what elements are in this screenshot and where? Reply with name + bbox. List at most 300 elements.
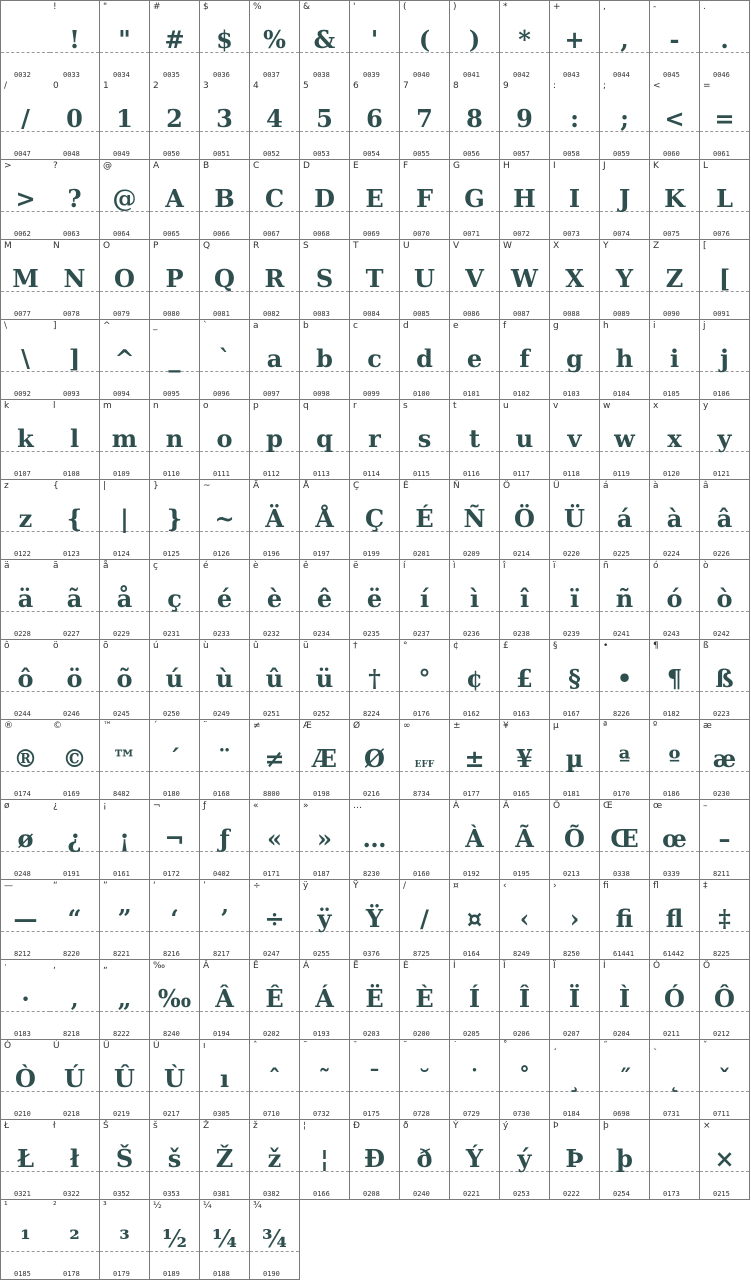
- glyph-label: Ÿ: [353, 881, 359, 891]
- glyph-code: 0191: [63, 870, 80, 878]
- glyph-label: Œ: [603, 801, 613, 811]
- glyph-code: 8725: [413, 950, 430, 958]
- glyph-label: E: [353, 161, 359, 171]
- glyph-cell: [700, 880, 750, 960]
- glyph-sample: ~: [214, 504, 235, 533]
- glyph-sample: +: [564, 25, 585, 54]
- glyph-cell: [200, 160, 250, 240]
- glyph-cell: [50, 560, 100, 640]
- glyph-cell: [500, 480, 550, 560]
- glyph-sample: î: [519, 584, 530, 613]
- glyph-code: 8217: [213, 950, 230, 958]
- glyph-sample: C: [264, 184, 285, 213]
- glyph-label: «: [253, 801, 259, 811]
- glyph-code: 0206: [513, 1030, 530, 1038]
- glyph-sample: R: [264, 264, 285, 293]
- glyph-code: 0122: [14, 550, 31, 558]
- glyph-code: 0097: [263, 390, 280, 398]
- glyph-sample: X: [565, 264, 584, 293]
- glyph-label: ú: [153, 641, 159, 651]
- glyph-sample: º: [668, 744, 681, 773]
- glyph-code: 0103: [563, 390, 580, 398]
- glyph-label: !: [53, 2, 57, 12]
- glyph-label: ¨: [203, 721, 208, 731]
- glyph-label: ¾: [253, 1201, 262, 1211]
- glyph-cell: [300, 480, 350, 560]
- glyph-code: 0073: [563, 230, 580, 238]
- glyph-code: 0036: [213, 71, 230, 79]
- glyph-sample: ¦: [320, 1144, 329, 1173]
- glyph-cell: [100, 240, 150, 320]
- glyph-cell: [150, 1200, 200, 1280]
- glyph-label: Ü: [553, 481, 560, 491]
- glyph-code: 0061: [713, 150, 730, 158]
- glyph-code: 0047: [14, 150, 31, 158]
- glyph-cell: [650, 240, 700, 320]
- glyph-label: L: [703, 161, 709, 171]
- glyph-label: 6: [353, 81, 359, 91]
- glyph-label: ã: [53, 561, 59, 571]
- glyph-cell: [450, 320, 500, 400]
- glyph-cell: [350, 880, 400, 960]
- glyph-code: 0730: [513, 1110, 530, 1118]
- glyph-cell: [700, 400, 750, 480]
- glyph-cell: [150, 480, 200, 560]
- glyph-code: 0205: [463, 1030, 480, 1038]
- glyph-sample: »: [317, 824, 332, 853]
- glyph-sample: í: [419, 584, 430, 613]
- glyph-cell: [0, 400, 51, 480]
- glyph-cell: [50, 880, 100, 960]
- glyph-code: 8249: [513, 950, 530, 958]
- glyph-code: 0053: [313, 150, 330, 158]
- glyph-label: ~: [203, 481, 211, 491]
- glyph-sample: n: [165, 424, 184, 453]
- glyph-label: }: [153, 481, 159, 491]
- glyph-code: 0104: [613, 390, 630, 398]
- glyph-sample: ²: [69, 1224, 80, 1253]
- glyph-code: 0052: [263, 150, 280, 158]
- glyph-label: Û: [103, 1041, 110, 1051]
- glyph-label: m: [103, 401, 112, 411]
- glyph-code: 0339: [663, 870, 680, 878]
- glyph-code: 0193: [313, 1030, 330, 1038]
- glyph-code: 0044: [613, 71, 630, 79]
- glyph-code: 0228: [14, 630, 31, 638]
- glyph-sample: ©: [62, 744, 87, 773]
- glyph-label: \: [4, 321, 8, 331]
- glyph-code: 0049: [113, 150, 130, 158]
- glyph-cell: [150, 1120, 200, 1200]
- glyph-label: y: [703, 401, 709, 411]
- glyph-cell: [300, 400, 350, 480]
- glyph-code: 0101: [463, 390, 480, 398]
- glyph-cell: [300, 0, 350, 81]
- glyph-cell: [500, 400, 550, 480]
- glyph-label: Ð: [353, 1121, 360, 1131]
- glyph-cell: [400, 960, 450, 1040]
- glyph-cell: [200, 1200, 250, 1280]
- glyph-code: 0728: [413, 1110, 430, 1118]
- glyph-cell: [700, 800, 750, 880]
- glyph-label: s: [403, 401, 408, 411]
- glyph-label: ∕: [403, 881, 407, 891]
- glyph-sample: :: [570, 104, 579, 133]
- glyph-label: >: [4, 161, 12, 171]
- glyph-label: ˙: [453, 1041, 458, 1051]
- glyph-sample: 4: [266, 104, 283, 133]
- glyph-sample: ê: [316, 584, 333, 613]
- glyph-label: ¹: [4, 1201, 8, 1211]
- glyph-label: ƒ: [203, 801, 207, 811]
- glyph-code: 0215: [713, 1190, 730, 1198]
- glyph-sample: ë: [366, 584, 383, 613]
- glyph-label: Ò: [4, 1041, 12, 1051]
- glyph-label: _: [153, 321, 158, 331]
- glyph-cell: [150, 800, 200, 880]
- glyph-sample: a: [266, 344, 283, 373]
- glyph-code: 0203: [363, 1030, 380, 1038]
- glyph-code: 0163: [513, 710, 530, 718]
- glyph-code: 0056: [463, 150, 480, 158]
- glyph-sample: Y: [615, 264, 634, 293]
- glyph-sample: s: [417, 424, 432, 453]
- glyph-sample: |: [120, 504, 129, 533]
- glyph-code: 0178: [63, 1270, 80, 1278]
- glyph-code: 8226: [613, 710, 630, 718]
- glyph-code: 8222: [113, 1030, 130, 1038]
- glyph-cell: [450, 1040, 500, 1120]
- glyph-cell: [150, 80, 200, 160]
- glyph-code: 0161: [113, 870, 130, 878]
- glyph-cell: [450, 960, 500, 1040]
- glyph-sample: F: [415, 184, 434, 213]
- glyph-cell: [0, 80, 51, 160]
- glyph-label: ^: [103, 321, 111, 331]
- glyph-sample: G: [464, 184, 485, 213]
- glyph-code: 0116: [463, 470, 480, 478]
- glyph-sample: ’: [220, 904, 229, 933]
- glyph-sample: Ó: [664, 984, 685, 1013]
- glyph-label: Ë: [353, 961, 359, 971]
- glyph-sample: â: [716, 504, 733, 533]
- glyph-code: 0208: [363, 1190, 380, 1198]
- glyph-code: 0202: [263, 1030, 280, 1038]
- glyph-code: 0099: [363, 390, 380, 398]
- glyph-cell: [400, 0, 450, 81]
- glyph-cell: [500, 0, 550, 81]
- glyph-cell: [500, 960, 550, 1040]
- glyph-code: 0204: [613, 1030, 630, 1038]
- glyph-code: 0035: [163, 71, 180, 79]
- glyph-code: 0216: [363, 790, 380, 798]
- glyph-cell: [500, 1120, 550, 1200]
- glyph-code: 0305: [213, 1110, 230, 1118]
- glyph-sample: ¯: [368, 1064, 381, 1093]
- glyph-code: 0045: [663, 71, 680, 79]
- glyph-cell: [0, 640, 51, 720]
- glyph-cell: [200, 400, 250, 480]
- glyph-cell: [350, 320, 400, 400]
- glyph-label: “: [53, 881, 58, 891]
- glyph-sample: Â: [215, 984, 234, 1013]
- glyph-code: 0246: [63, 710, 80, 718]
- glyph-code: 0048: [63, 150, 80, 158]
- glyph-code: 0070: [413, 230, 430, 238]
- glyph-cell: [400, 80, 450, 160]
- glyph-cell: [350, 800, 400, 880]
- glyph-cell: [650, 1040, 700, 1120]
- glyph-code: 0237: [413, 630, 430, 638]
- glyph-code: 0126: [213, 550, 230, 558]
- glyph-sample: É: [415, 504, 434, 533]
- glyph-sample: Ý: [465, 1144, 484, 1173]
- glyph-cell: [250, 80, 300, 160]
- glyph-cell: [400, 640, 450, 720]
- glyph-sample: ¶: [666, 664, 683, 693]
- glyph-sample: ˆ: [268, 1064, 281, 1093]
- glyph-code: 0207: [563, 1030, 580, 1038]
- glyph-code: 0093: [63, 390, 80, 398]
- glyph-label: É: [403, 481, 409, 491]
- glyph-code: 0231: [163, 630, 180, 638]
- glyph-cell: [100, 720, 150, 800]
- glyph-label: X: [553, 241, 560, 251]
- glyph-label: z: [4, 481, 9, 491]
- glyph-code: 0090: [663, 310, 680, 318]
- glyph-cell: [0, 240, 51, 320]
- glyph-label: ¤: [453, 881, 459, 891]
- glyph-code: 0091: [713, 310, 730, 318]
- glyph-code: 0076: [713, 230, 730, 238]
- glyph-code: 8224: [363, 710, 380, 718]
- glyph-cell: [150, 320, 200, 400]
- glyph-cell: [400, 160, 450, 240]
- glyph-label: ê: [303, 561, 309, 571]
- glyph-label: Î: [503, 961, 506, 971]
- glyph-label: `: [203, 321, 208, 331]
- glyph-code: 0198: [313, 790, 330, 798]
- glyph-cell: [250, 720, 300, 800]
- glyph-code: 0253: [513, 1190, 530, 1198]
- glyph-cell: [550, 480, 600, 560]
- glyph-sample: Ã: [515, 824, 534, 853]
- glyph-sample: }: [166, 504, 183, 533]
- glyph-cell: [50, 1040, 100, 1120]
- glyph-code: 8240: [163, 1030, 180, 1038]
- glyph-label: Å: [303, 481, 310, 491]
- glyph-sample: ‹: [519, 904, 530, 933]
- glyph-code: 0181: [563, 790, 580, 798]
- glyph-label: ): [453, 2, 457, 12]
- glyph-label: ¡: [103, 801, 107, 811]
- glyph-code: 8800: [263, 790, 280, 798]
- glyph-label: í: [403, 561, 406, 571]
- glyph-sample: t: [468, 424, 481, 453]
- glyph-label: D: [303, 161, 310, 171]
- glyph-sample: #: [164, 25, 185, 54]
- glyph-sample: ã: [66, 584, 83, 613]
- glyph-label: 0: [53, 81, 59, 91]
- glyph-cell: [350, 0, 400, 81]
- glyph-sample: w: [614, 424, 635, 453]
- glyph-code: 0247: [263, 950, 280, 958]
- glyph-label: ˆ: [253, 1041, 258, 1051]
- glyph-sample: ¹: [20, 1224, 31, 1253]
- glyph-cell: [400, 400, 450, 480]
- glyph-cell: [350, 240, 400, 320]
- glyph-cell: [500, 560, 550, 640]
- glyph-label: ı: [203, 1041, 206, 1051]
- glyph-sample: -: [669, 25, 680, 54]
- glyph-code: 0107: [14, 470, 31, 478]
- glyph-sample: þ: [616, 1144, 633, 1173]
- glyph-label: Á: [303, 961, 310, 971]
- glyph-sample: ﬁ: [615, 904, 634, 933]
- glyph-label: ï: [553, 561, 556, 571]
- glyph-label: Š: [103, 1121, 109, 1131]
- glyph-code: 0234: [313, 630, 330, 638]
- glyph-label: †: [353, 641, 358, 651]
- glyph-cell: [50, 800, 100, 880]
- glyph-cell: [450, 720, 500, 800]
- glyph-cell: [700, 160, 750, 240]
- glyph-sample: ß: [715, 664, 734, 693]
- glyph-sample: l: [69, 424, 80, 453]
- glyph-code: 0170: [613, 790, 630, 798]
- glyph-sample: õ: [116, 664, 133, 693]
- glyph-label: 4: [253, 81, 259, 91]
- glyph-sample: ´: [168, 744, 181, 773]
- glyph-cell: [650, 640, 700, 720]
- glyph-code: 0109: [113, 470, 130, 478]
- glyph-sample: ™: [112, 744, 137, 773]
- glyph-code: 0177: [463, 790, 480, 798]
- glyph-sample: f: [519, 344, 530, 373]
- glyph-code: 0174: [14, 790, 31, 798]
- glyph-sample: ;: [620, 104, 629, 133]
- glyph-cell: [0, 560, 51, 640]
- glyph-cell: [300, 160, 350, 240]
- glyph-code: 0055: [413, 150, 430, 158]
- glyph-code: 0250: [163, 710, 180, 718]
- glyph-cell: [500, 720, 550, 800]
- glyph-sample: H: [513, 184, 536, 213]
- glyph-label: ÿ: [303, 881, 309, 891]
- glyph-label: :: [553, 81, 557, 91]
- glyph-cell: [300, 720, 350, 800]
- glyph-label: ž: [253, 1121, 258, 1131]
- glyph-label: ‚: [53, 961, 56, 971]
- glyph-code: 0075: [663, 230, 680, 238]
- glyph-label: ˚: [503, 1041, 508, 1051]
- glyph-sample: ‰: [157, 984, 192, 1013]
- glyph-label: ö: [53, 641, 59, 651]
- glyph-cell: [50, 640, 100, 720]
- glyph-cell: [600, 640, 650, 720]
- glyph-cell: [600, 1120, 650, 1200]
- glyph-sample: È: [415, 984, 434, 1013]
- glyph-label: T: [353, 241, 359, 251]
- glyph-code: 0180: [163, 790, 180, 798]
- glyph-cell: [700, 1040, 750, 1120]
- glyph-label: d: [403, 321, 409, 331]
- glyph-code: 0232: [263, 630, 280, 638]
- glyph-code: 0224: [663, 550, 680, 558]
- glyph-sample: Ï: [568, 984, 581, 1013]
- glyph-label: Q: [203, 241, 211, 251]
- glyph-sample: z: [18, 504, 33, 533]
- glyph-sample: ×: [714, 1144, 735, 1173]
- glyph-sample: v: [567, 424, 582, 453]
- glyph-label: |: [103, 481, 107, 491]
- glyph-code: 0213: [563, 870, 580, 878]
- glyph-cell: [0, 320, 51, 400]
- glyph-code: 0376: [363, 950, 380, 958]
- glyph-sample: ±: [464, 744, 485, 773]
- glyph-sample: ˜: [318, 1064, 331, 1093]
- glyph-code: 0065: [163, 230, 180, 238]
- glyph-cell: [550, 960, 600, 1040]
- glyph-cell: [150, 960, 200, 1040]
- glyph-code: 0054: [363, 150, 380, 158]
- glyph-code: 0249: [213, 710, 230, 718]
- glyph-sample: Ô: [714, 984, 735, 1013]
- glyph-code: 0172: [163, 870, 180, 878]
- glyph-code: 0119: [613, 470, 630, 478]
- glyph-cell: [200, 640, 250, 720]
- glyph-label: f: [503, 321, 507, 331]
- glyph-code: 0199: [363, 550, 380, 558]
- glyph-label: È: [403, 961, 409, 971]
- glyph-label: ë: [353, 561, 359, 571]
- glyph-sample: ˚: [518, 1064, 531, 1093]
- glyph-sample: S: [315, 264, 334, 293]
- glyph-label: B: [203, 161, 210, 171]
- glyph-label: a: [253, 321, 259, 331]
- glyph-sample: ˛: [668, 1064, 681, 1093]
- glyph-cell: [300, 320, 350, 400]
- glyph-code: 0118: [563, 470, 580, 478]
- glyph-cell: [300, 240, 350, 320]
- glyph-cell: [500, 1040, 550, 1120]
- glyph-code: 8212: [14, 950, 31, 958]
- glyph-label: P: [153, 241, 159, 251]
- glyph-label: ¼: [203, 1201, 212, 1211]
- glyph-cell: [450, 640, 500, 720]
- glyph-cell: [650, 320, 700, 400]
- glyph-code: 0179: [113, 1270, 130, 1278]
- glyph-label: b: [303, 321, 309, 331]
- glyph-code: 0244: [14, 710, 31, 718]
- glyph-cell: [600, 480, 650, 560]
- glyph-sample: ì: [469, 584, 480, 613]
- glyph-sample: ®: [13, 744, 38, 773]
- glyph-cell: [100, 640, 150, 720]
- glyph-label: ‡: [703, 881, 708, 891]
- glyph-code: 0077: [14, 310, 31, 318]
- glyph-label: •: [603, 641, 609, 651]
- glyph-cell: [50, 0, 100, 81]
- glyph-sample: ›: [569, 904, 580, 933]
- glyph-sample: ,: [620, 25, 629, 54]
- glyph-sample: ð: [416, 1144, 433, 1173]
- glyph-cell: [150, 400, 200, 480]
- glyph-cell: [700, 0, 750, 81]
- glyph-cell: [50, 240, 100, 320]
- glyph-sample: &: [313, 25, 336, 54]
- glyph-code: 0248: [14, 870, 31, 878]
